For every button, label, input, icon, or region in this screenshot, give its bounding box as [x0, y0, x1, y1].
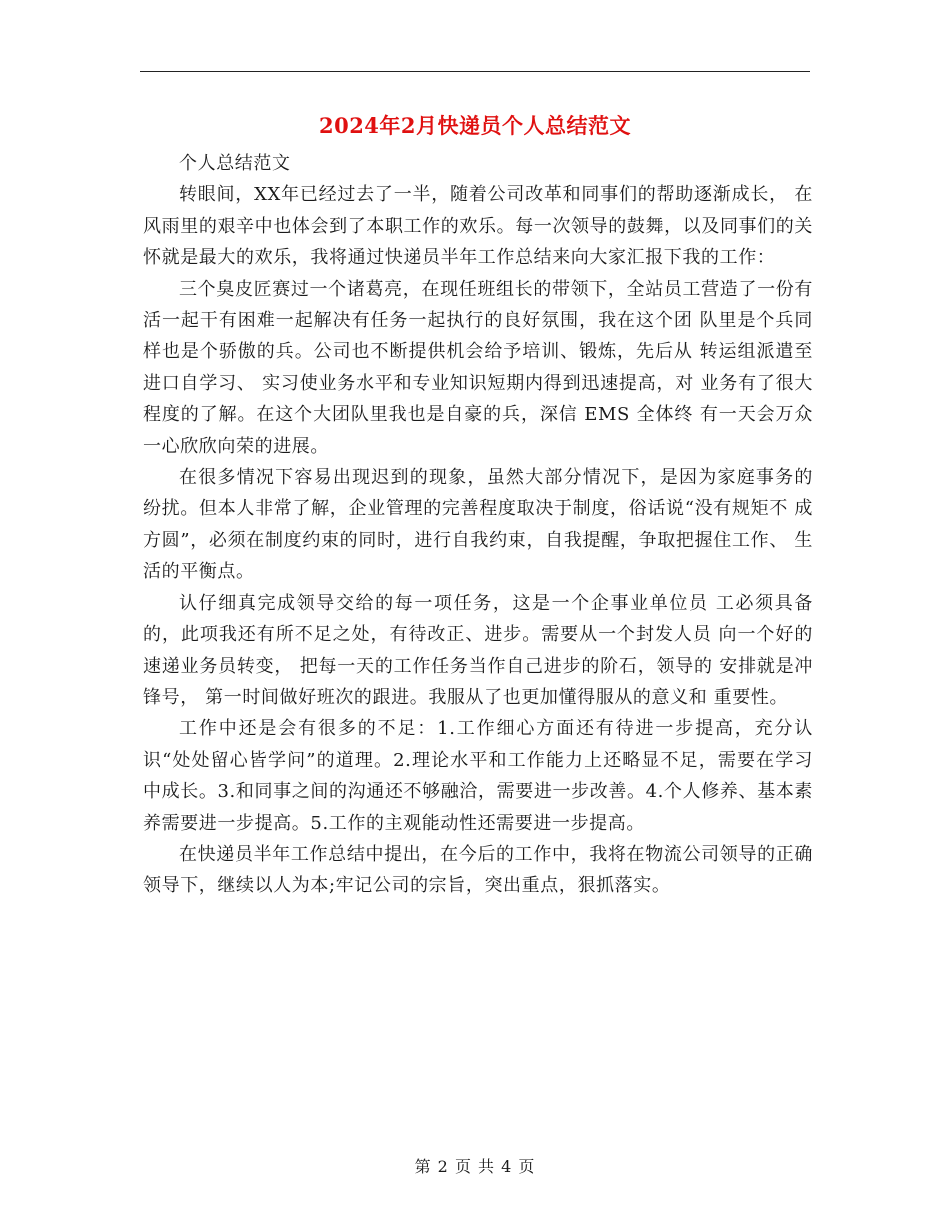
- page-number-footer: 第 2 页 共 4 页: [414, 1157, 536, 1176]
- paragraph-5: 工作中还是会有很多的不足：1.工作细心方面还有待进一步提高，充分认识“处处留心皆学问”的道理。2.理论水平和工作能力上还略显不足，需要在学习中成长。3.和同事之间的沟通还不够融洽，需要进一步改善。4.个人修养、基本素养需要进一步提高。5.工作的主观能动性还需要进一步提高。: [143, 718, 813, 834]
- paragraph-1: 转眼间，XX年已经过去了一半，随着公司改革和同事们的帮助逐渐成长， 在风雨里的艰辛中也体会到了本职工作的欢乐。每一次领导的鼓舞，以及同事们的关怀就是最大的欢乐，我将通过快递员半年工作总结来向大家汇报下我的工作：: [143, 184, 813, 269]
- paragraph-3: 在很多情况下容易出现迟到的现象，虽然大部分情况下，是因为家庭事务的 纷扰。但本人非常了解，企业管理的完善程度取决于制度，俗话说“没有规矩不 成方圆”，必须在制度约束的同时，进行自我约束，自我提醒，争取把握住工作、 生活的平衡点。: [143, 467, 813, 583]
- document-body: [143, 148, 813, 902]
- document-title: 2024年2月快递员个人总结范文: [318, 113, 632, 138]
- header-rule: [140, 71, 810, 72]
- paragraph-4: 认仔细真完成领导交给的每一项任务，这是一个企事业单位员 工必须具备的，此项我还有所不足之处，有待改正、进步。需要从一个封发人员 向一个好的速递业务员转变， 把每一天的工作任务当作自己进步的阶石，领导的 安排就是冲锋号， 第一时间做好班次的跟进。我服从了也更加懂得服从的意义和 重要性。: [143, 592, 813, 708]
- paragraph-6: 在快递员半年工作总结中提出，在今后的工作中，我将在物流公司领导的正确领导下，继续以人为本;牢记公司的宗旨，突出重点，狠抓落实。: [143, 843, 813, 897]
- document-subtitle: 个人总结范文: [179, 153, 291, 174]
- paragraph-2: 三个臭皮匠赛过一个诸葛亮，在现任班组长的带领下，全站员工营造了一份有活一起干有困难一起解决有任务一起执行的良好氛围，我在这个团 队里是个兵同样也是个骄傲的兵。公司也不断提供机会给予培训、锻炼，先后从 转运组派遣至进口自学习、 实习使业务水平和专业知识短期内得到迅速提高，对 业务有了很大程度的了解。在这个大团队里我也是自豪的兵，深信 EMS 全体终 有一天会万众一心欣欣向荣的进展。: [143, 278, 813, 457]
